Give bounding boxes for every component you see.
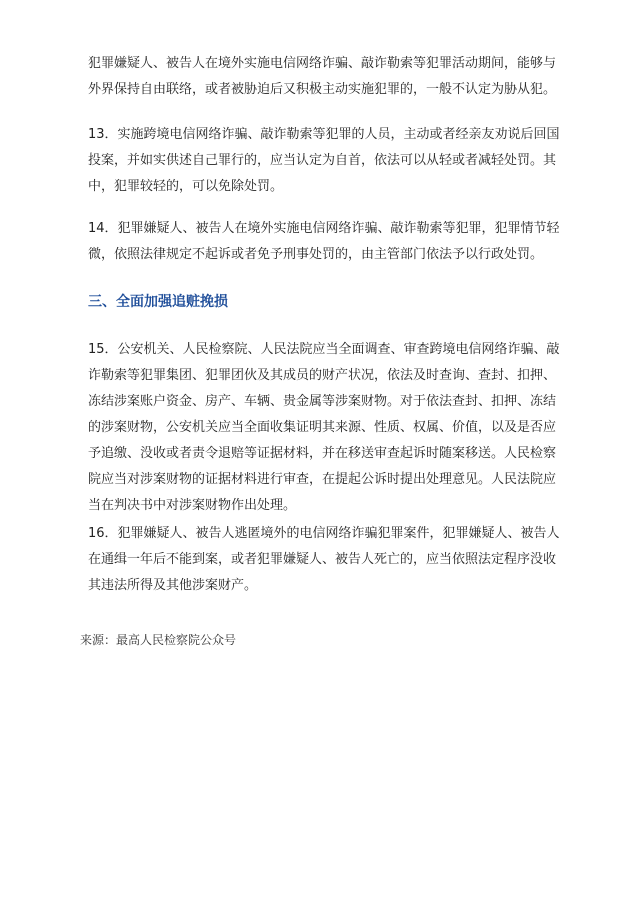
paragraph-line: 诈勒索等犯罪集团、犯罪团伙及其成员的财产状况，依法及时查询、查封、扣押、 [88,368,557,383]
paragraph-line: 的涉案财物，公安机关应当全面收集证明其来源、性质、权属、价值，以及是否应 [88,420,557,435]
paragraph-line: 16．犯罪嫌疑人、被告人逃匿境外的电信网络诈骗犯罪案件，犯罪嫌疑人、被告人 [88,526,560,541]
paragraph-line: 在通缉一年后不能到案，或者犯罪嫌疑人、被告人死亡的，应当依照法定程序没收 [88,552,557,567]
paragraph-14 [88,216,560,268]
paragraph-line: 微，依照法律规定不起诉或者免予刑事处罚的，由主管部门依法予以行政处罚。 [88,247,544,262]
paragraph-15 [88,337,560,519]
section-heading: 三、全面加强追赃挽损 [88,294,228,310]
paragraph-line: 中，犯罪较轻的，可以免除处罚。 [88,179,284,194]
paragraph-line: 投案，并如实供述自己罪行的，应当认定为自首，依法可以从轻或者减轻处罚。其 [88,153,557,168]
paragraph-line: 15．公安机关、人民检察院、人民法院应当全面调查、审查跨境电信网络诈骗、敲 [88,342,560,357]
paragraph-line: 犯罪嫌疑人、被告人在境外实施电信网络诈骗、敲诈勒索等犯罪活动期间，能够与 [88,56,557,71]
paragraph-line: 其违法所得及其他涉案财产。 [88,578,258,593]
source-attribution: 来源：最高人民检察院公众号 [80,633,237,647]
paragraph-16 [88,521,560,599]
paragraph-13 [88,122,560,200]
paragraph-line: 当在判决书中对涉案财物作出处理。 [88,498,297,513]
paragraph-line: 外界保持自由联络，或者被胁迫后又积极主动实施犯罪的，一般不认定为胁从犯。 [88,82,557,97]
paragraph-line: 予追缴、没收或者责令退赔等证据材料，并在移送审查起诉时随案移送。人民检察 [88,446,557,461]
paragraph-line: 冻结涉案账户资金、房产、车辆、贵金属等涉案财物。对于依法查封、扣押、冻结 [88,394,557,409]
paragraph-line: 院应当对涉案财物的证据材料进行审查，在提起公诉时提出处理意见。人民法院应 [88,472,557,487]
paragraph-line: 13．实施跨境电信网络诈骗、敲诈勒索等犯罪的人员，主动或者经亲友劝说后回国 [88,127,560,142]
paragraph-line: 14．犯罪嫌疑人、被告人在境外实施电信网络诈骗、敲诈勒索等犯罪，犯罪情节轻 [88,221,560,236]
paragraph-continuation [88,51,557,103]
